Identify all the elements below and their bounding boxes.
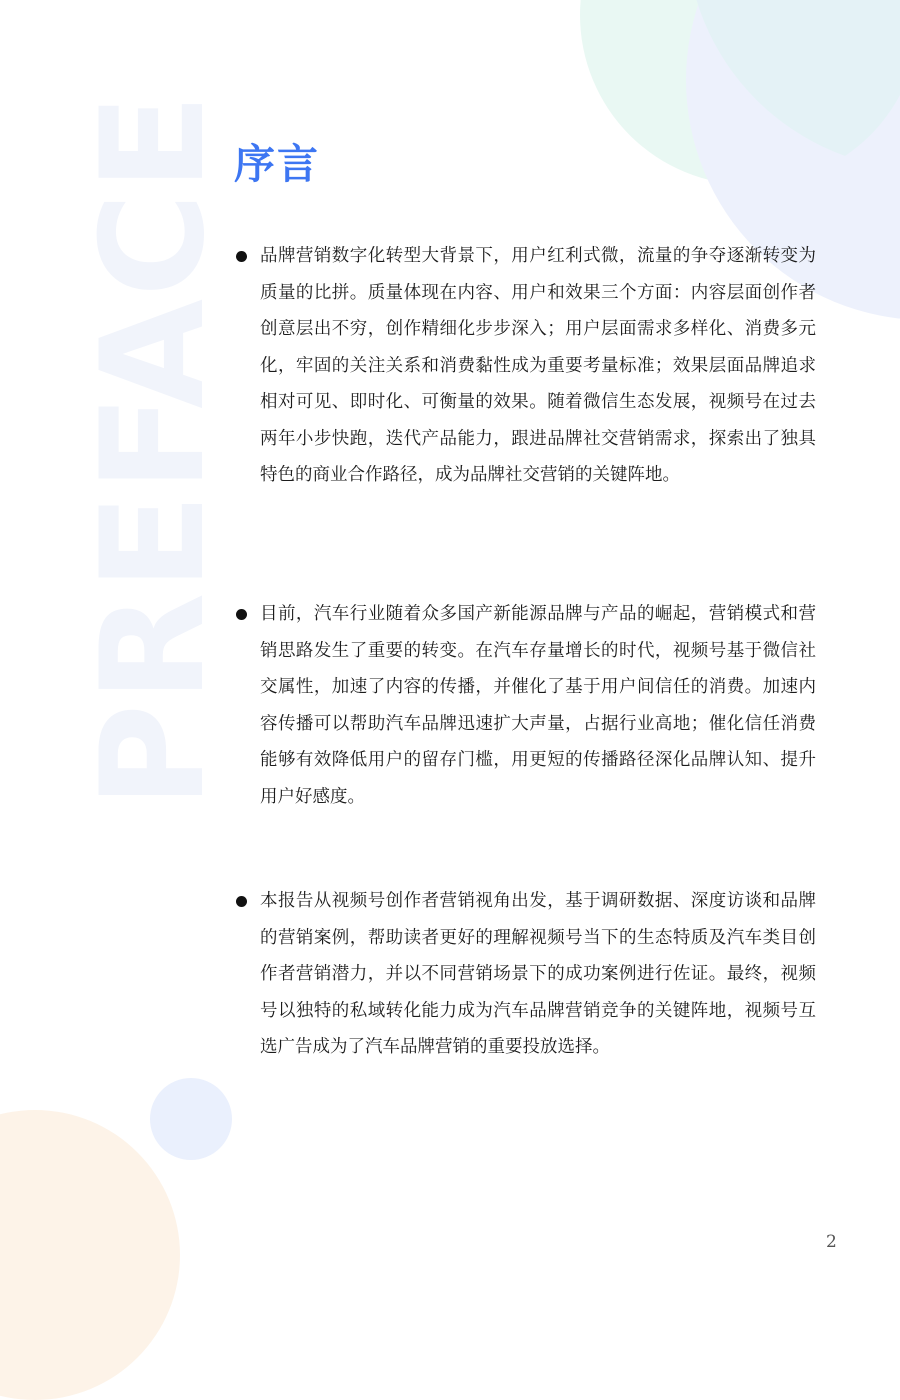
paragraph-text: 目前，汽车行业随着众多国产新能源品牌与产品的崛起，营销模式和营销思路发生了重要的转变。在汽车存量增长的时代，视频号基于微信社交属性，加速了内容的传播，并催化了基于用户间信任的消费。加速内容传播可以帮助汽车品牌迅速扩大声量，占据行业高地；催化信任消费能够有效降低用户的留存门槛，用更短的传播路径深化品牌认知、提升用户好感度。 [260, 604, 816, 807]
bullet-dot-icon [236, 896, 247, 907]
decorative-circle-small [150, 1078, 232, 1160]
bullet-paragraph-1 [234, 238, 816, 494]
paragraph-text: 本报告从视频号创作者营销视角出发，基于调研数据、深度访谈和品牌的营销案例，帮助读者更好的理解视频号当下的生态特质及汽车类目创作者营销潜力，并以不同营销场景下的成功案例进行佐证。最终，视频号以独特的私域转化能力成为汽车品牌营销竞争的关键阵地，视频号互选广告成为了汽车品牌营销的重要投放选择。 [260, 891, 816, 1057]
bullet-paragraph-2 [234, 596, 816, 815]
bullet-paragraph-3 [234, 883, 816, 1066]
bullet-dot-icon [236, 251, 247, 262]
page-number: 2 [826, 1232, 837, 1252]
preface-watermark: PREFACE [71, 91, 236, 808]
page-title: 序言 [234, 140, 320, 188]
bullet-dot-icon [236, 609, 247, 620]
paragraph-text: 品牌营销数字化转型大背景下，用户红利式微，流量的争夺逐渐转变为质量的比拼。质量体现在内容、用户和效果三个方面：内容层面创作者创意层出不穷，创作精细化步步深入；用户层面需求多样化、消费多元化，牢固的关注关系和消费黏性成为重要考量标准；效果层面品牌追求相对可见、即时化、可衡量的效果。随着微信生态发展，视频号在过去两年小步快跑，迭代产品能力，跟进品牌社交营销需求，探索出了独具特色的商业合作路径，成为品牌社交营销的关键阵地。 [260, 246, 816, 485]
decorative-circle-peach [0, 1110, 180, 1400]
